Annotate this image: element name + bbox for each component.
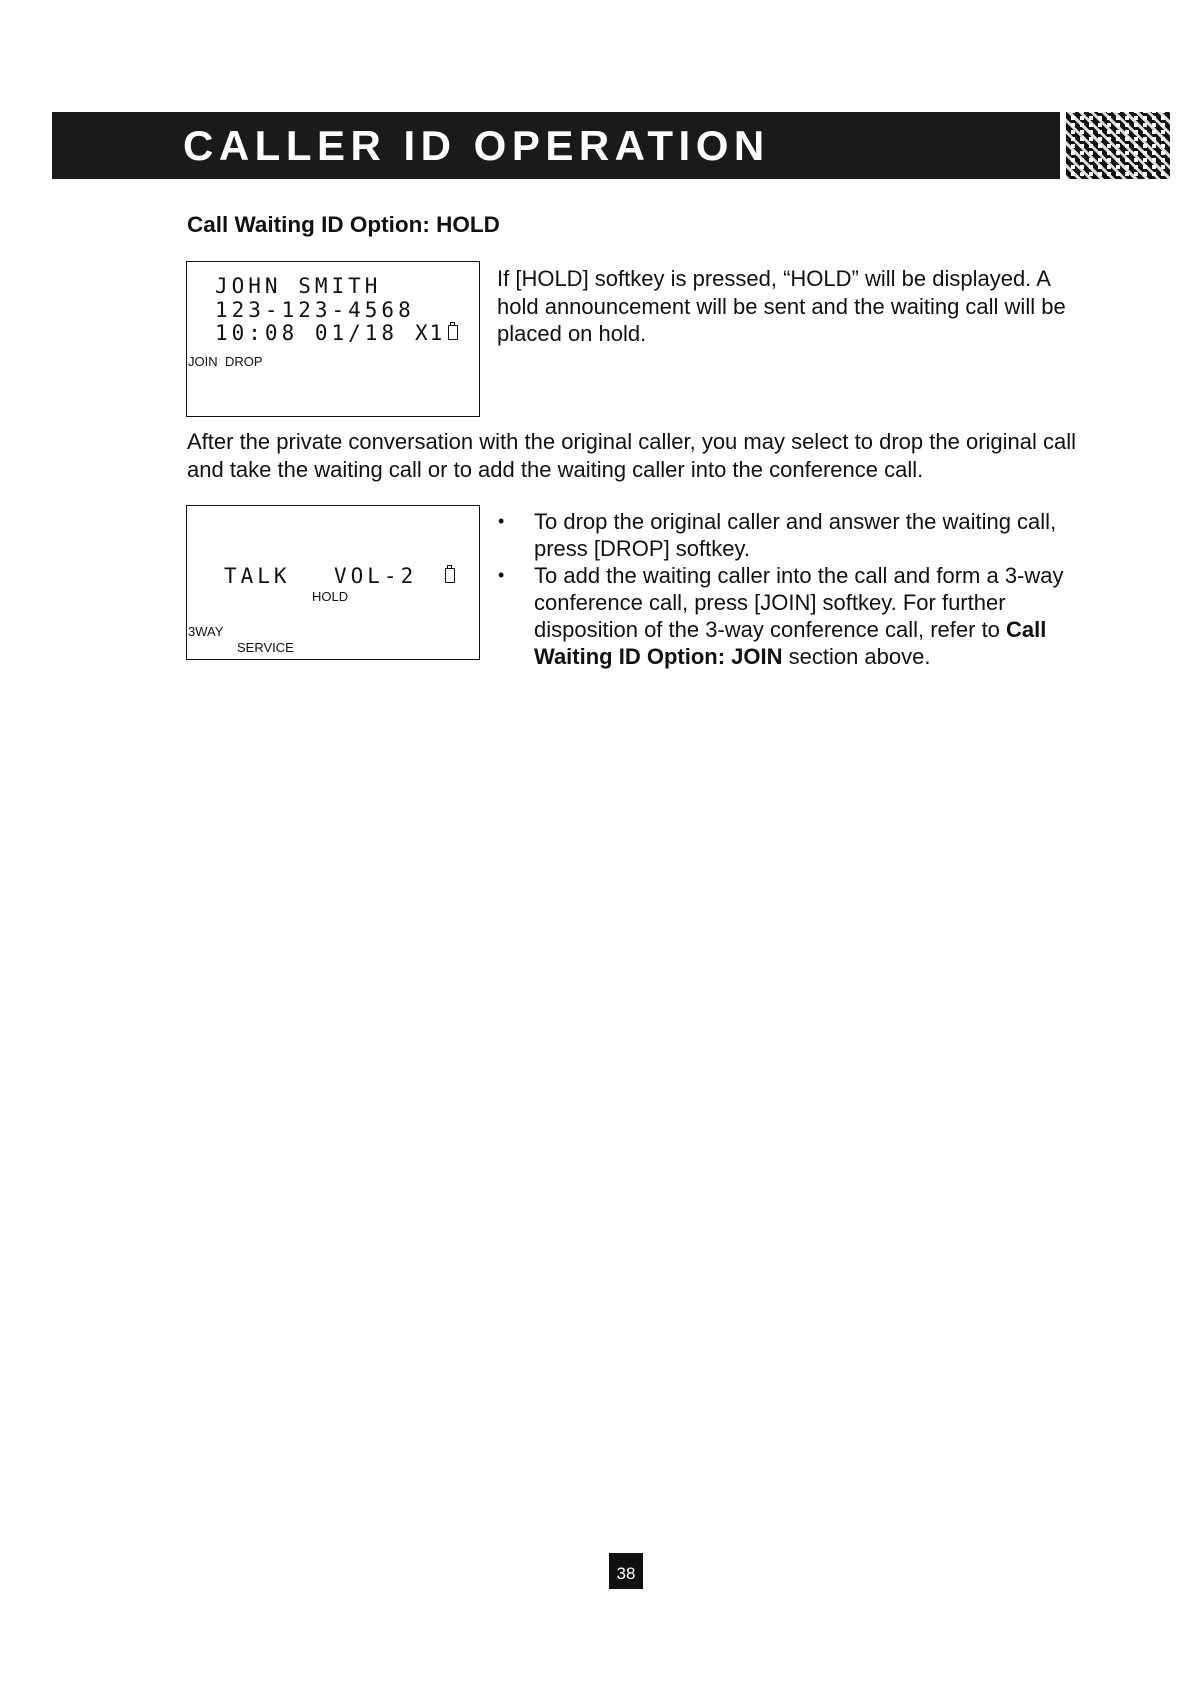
lcd-display-hold	[186, 261, 480, 417]
page-title: CALLER ID OPERATION	[183, 122, 770, 169]
lcd-hold-label: HOLD	[312, 589, 349, 604]
bullet-text-join-end: section above.	[782, 644, 931, 669]
section-heading: Call Waiting ID Option: HOLD	[187, 212, 500, 237]
page-number: 38	[609, 1553, 643, 1589]
join-section-reference: Call Waiting ID Option: JOIN	[534, 617, 1047, 669]
list-item	[494, 562, 1094, 670]
lcd-talk-status: TALK	[224, 564, 291, 588]
hold-description: If [HOLD] softkey is pressed, “HOLD” will be displayed. A hold announcement will be sent and the waiting call will be placed on hold.	[497, 266, 1066, 346]
softkey-3way-label: 3WAY	[188, 624, 224, 639]
bullet-text-drop: To drop the original caller and answer the waiting call, press [DROP] softkey.	[534, 509, 1057, 561]
conversation-paragraph: After the private conversation with the original caller, you may select to drop the original call and take the waiting call or to add the waiting caller into the conference call.	[187, 429, 1077, 482]
softkey-drop-label: DROP	[225, 354, 263, 369]
battery-icon	[445, 568, 455, 583]
softkey-join-label: JOIN	[188, 354, 218, 369]
lcd-call-time: 10:08 01/18	[215, 321, 399, 345]
bullet-icon: •	[498, 511, 505, 531]
lcd-caller-name: JOHN SMITH	[215, 274, 382, 298]
lcd-display-talk	[186, 505, 480, 660]
bullet-text-join: To add the waiting caller into the call and form a 3-way conference call, press [JOIN] softkey. For further disposition of the 3-way conference call, refer to	[534, 563, 1064, 642]
bullet-icon: •	[498, 565, 505, 585]
header-pattern-decoration	[1066, 112, 1170, 179]
lcd-call-count: X1	[415, 321, 445, 345]
battery-icon	[448, 325, 458, 340]
lcd-caller-number: 123-123-4568	[215, 298, 415, 322]
instructions-list	[494, 508, 1094, 670]
softkey-service-label: SERVICE	[237, 640, 294, 655]
lcd-volume: VOL-2	[334, 564, 418, 588]
list-item	[494, 508, 1094, 562]
